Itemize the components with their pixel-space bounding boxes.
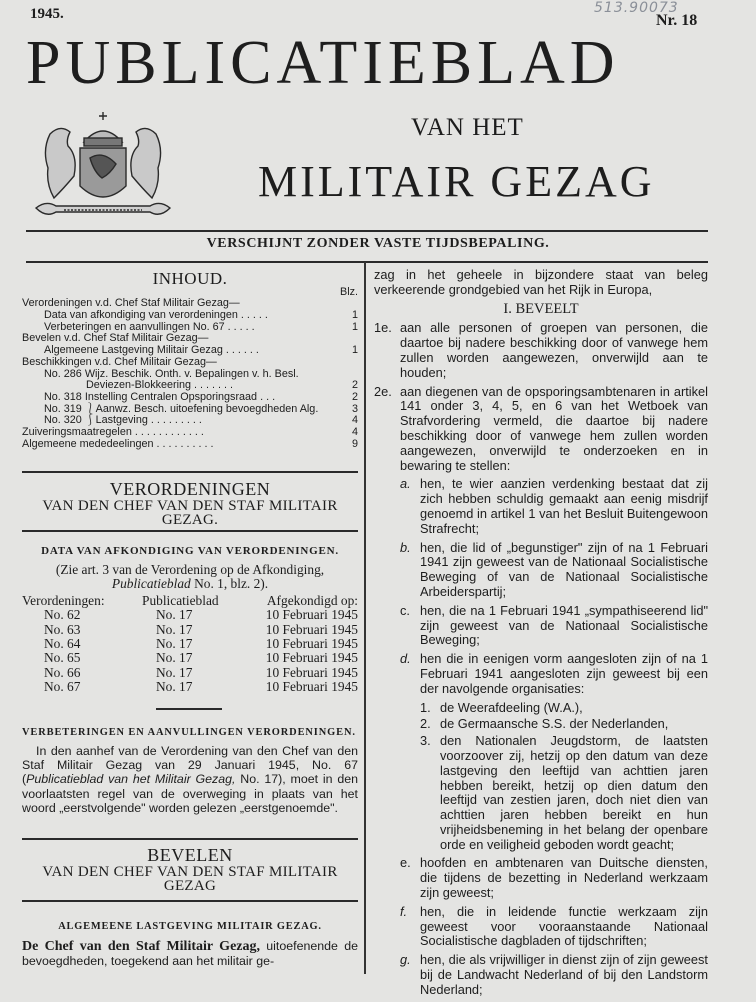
archive-mark: 513.90073 <box>594 0 679 16</box>
sub-item: f. hen, die in leidende functie werkzaam zijn geweest voor vooraanstaande Nationaal Socialistische dagbladen of tijdschriften; <box>400 903 708 949</box>
lastgeving-title: ALGEMEENE LASTGEVING MILITAIR GEZAG. <box>58 921 322 932</box>
table-of-contents <box>22 269 358 450</box>
organisation-list <box>400 701 708 853</box>
short-divider <box>156 708 222 710</box>
verbeteringen-title: VERBETERINGEN EN AANVULLINGEN VERORDENINGEN. <box>22 727 356 738</box>
table-cell: 10 Februari 1945 <box>265 607 358 623</box>
masthead-subtitle: VERSCHIJNT ZONDER VASTE TIJDSBEPALING. <box>206 236 550 251</box>
masthead-title: PUBLICATIEBLAD <box>26 29 620 97</box>
data-afkondiging-note: (Zie art. 3 van de Verordening op de Afkondiging, Publicatieblad No. 1, blz. 2). <box>55 561 325 592</box>
toc-entry[interactable]: Verordeningen v.d. Chef Staf Militair Gezag— <box>22 297 240 310</box>
lastgeving-section <box>22 920 358 968</box>
masthead-van-het: VAN HET <box>411 114 524 141</box>
bevelen-heading: BEVELEN <box>147 845 233 865</box>
table-cell: 10 Februari 1945 <box>265 650 358 666</box>
column-divider <box>364 262 366 974</box>
data-afkondiging-section <box>22 544 358 695</box>
masthead-divider-top <box>26 230 708 232</box>
sub-item: d. hen die in eenigen vorm aangesloten zijn of na 1 Februari 1941 aangesloten zijn geweest bij een der navolgende organisaties: <box>400 651 708 696</box>
masthead-divider-bottom <box>26 261 708 263</box>
sub-items <box>374 477 708 997</box>
toc-entry[interactable]: No. 286 Wijz. Beschik. Onth. v. Bepalingen v. h. Besl. <box>44 367 299 380</box>
toc-entry[interactable]: Data van afkondiging van verordeningen . . . . . 1 <box>44 309 358 321</box>
afkondiging-table <box>22 594 358 695</box>
organisation-item: 1. de Weerafdeeling (W.A.), <box>420 699 583 715</box>
sub-item: g. hen, die als vrijwilliger in dienst zijn of zijn geweest bij de Landwacht Nederland of bij den Landstorm Nederland; <box>400 952 708 997</box>
issue-number: Nr. 18 <box>656 12 698 29</box>
sub-item: a. hen, te wier aanzien verdenking bestaat dat zij zich hebben schuldig gemaakt aan eenig misdrijf genoemd in artikel 1 van het Besluit Buitengewoon Strafrecht; <box>400 476 708 536</box>
table-cell: No. 63 <box>44 621 81 637</box>
masthead-militair-gezag: MILITAIR GEZAG <box>258 157 655 206</box>
lastgeving-intro: De Chef van den Staf Militair Gezag, uitoefenende de bevoegdheden, toegekend aan het militair ge- <box>22 938 358 968</box>
verordeningen-header <box>22 479 358 529</box>
toc-entry[interactable]: No. 318 Instelling Centralen Opsporingsraad . . . 2 <box>44 390 358 403</box>
table-cell: 10 Februari 1945 <box>265 679 358 695</box>
beveelt-heading: I. BEVEELT <box>503 300 579 317</box>
bevelen-header <box>22 845 358 895</box>
sub-item: c. hen, die na 1 Februari 1941 „sympathiseerend lid" zijn geweest van de Nationaal Socialistische Beweging; <box>400 602 708 648</box>
toc-entry[interactable]: Bevelen v.d. Chef Staf Militair Gezag— <box>22 332 209 345</box>
toc-entry[interactable]: Algemeene Lastgeving Militair Gezag . . . . . . 1 <box>44 344 358 357</box>
table-cell: No. 17 <box>156 650 193 666</box>
verbeteringen-section <box>22 726 358 816</box>
order-item: 2e. aan diegenen van de opsporingsambtenaren in artikel 141 onder 3, 4, 5, en 6 van het Wetboek van Strafvordering vermeld, die daartoe bij nadere beschikking door of vanwege hem zullen worden aangewezen, onverwijld te onderzoeken en in bewaring te stellen: <box>374 383 708 473</box>
organisation-item: 2. de Germaansche S.S. der Nederlanden, <box>420 716 669 732</box>
verordeningen-heading: VERORDENINGEN <box>109 479 271 499</box>
year-label: 1945. <box>30 6 64 22</box>
toc-entry[interactable]: Algemeene mededeelingen . . . . . . . . . . 9 <box>22 437 358 450</box>
toc-entry[interactable]: No. 320 ⎰Lastgeving . . . . . . . . . 4 <box>44 414 358 427</box>
sub-item: e. hoofden en ambtenaren van Duitsche diensten, die tijdens de bezetting in Nederland werkzaam zijn geweest; <box>400 855 708 901</box>
toc-page-column-label: Blz. <box>340 285 358 298</box>
section-divider <box>22 530 358 532</box>
table-cell: 10 Februari 1945 <box>265 621 358 637</box>
toc-entry[interactable]: Deviezen-Blokkeering . . . . . . . 2 <box>86 379 358 392</box>
table-cell: No. 17 <box>156 636 193 651</box>
table-cell: 10 Februari 1945 <box>265 664 358 680</box>
order-item: 1e. aan alle personen of groepen van personen, die daartoe bij nadere beschikking door of vanwege hem zullen worden aangewezen, onverwijld aan te houden; <box>374 320 708 380</box>
data-afkondiging-title: DATA VAN AFKONDIGING VAN VERORDENINGEN. <box>41 545 339 557</box>
table-cell: 10 Februari 1945 <box>265 636 358 651</box>
section-divider <box>22 471 358 473</box>
lastgeving-body <box>374 268 708 1002</box>
table-cell: No. 66 <box>44 664 81 680</box>
continuation-paragraph: zag in het geheele in bijzondere staat van beleg verkeerende grondgebied van het Rijk in Europa, <box>374 267 708 297</box>
table-cell: No. 17 <box>156 664 193 680</box>
toc-title: INHOUD. <box>152 269 228 288</box>
verordeningen-subheading: VAN DEN CHEF VAN DEN STAF MILITAIR GEZAG. <box>42 497 338 529</box>
sub-item: b. hen, die lid of „begunstiger" zijn of na 1 Februari 1941 zijn geweest van de Nationaal Socialistische Beweging of van de Nationaal Socialistische Arbeiderspartij; <box>400 539 708 599</box>
organisation-item: 3. den Nationalen Jeugdstorm, de laatsten voorzoover zij, hetzij op den datum van deze lastgeving den leeftijd van achttien jaren hebben bereikt, hetzij op dien datum den leeftijd van zestien jaren, doch niet dien van achttien jaren hebben bereikt en hun vrijheidsbeneming in het belang der openbare orde en veiligheid geboden wordt geacht; <box>420 733 708 852</box>
table-cell: No. 17 <box>156 607 193 623</box>
column-header: Verordeningen: <box>22 592 105 608</box>
table-cell: No. 67 <box>44 679 81 695</box>
column-header: Publicatieblad <box>142 592 219 608</box>
toc-entry[interactable]: Verbeteringen en aanvullingen No. 67 . . . . . 1 <box>44 320 358 333</box>
table-cell: No. 17 <box>156 679 193 695</box>
royal-coat-of-arms-icon <box>24 108 182 224</box>
table-cell: No. 62 <box>44 607 81 623</box>
toc-entry[interactable]: Zuiveringsmaatregelen . . . . . . . . . . . . 4 <box>22 426 358 439</box>
section-divider <box>22 838 358 840</box>
table-cell: No. 65 <box>44 650 81 666</box>
toc-entry[interactable]: No. 319 ⎱Aanwz. Besch. uitoefening bevoegdheden Alg. 3 <box>44 402 358 415</box>
section-divider <box>22 900 358 902</box>
column-header: Afgekondigd op: <box>266 592 358 608</box>
table-cell: No. 64 <box>44 636 81 651</box>
table-cell: No. 17 <box>156 621 193 637</box>
bevelen-subheading: VAN DEN CHEF VAN DEN STAF MILITAIR GEZAG <box>42 863 338 895</box>
toc-entry[interactable]: Beschikkingen v.d. Chef Militair Gezag— <box>22 355 217 368</box>
verbeteringen-body: In den aanhef van de Verordening van den Chef van den Staf Militair Gezag van 29 Januari 1945, No. 67 (Publicatieblad van het Militair Gezag, No. 17), moet in den voorlaatsten regel van de overweging in plaats van het woord „eerstvolgende" worden gelezen „eerstgenoemde". <box>22 743 358 816</box>
